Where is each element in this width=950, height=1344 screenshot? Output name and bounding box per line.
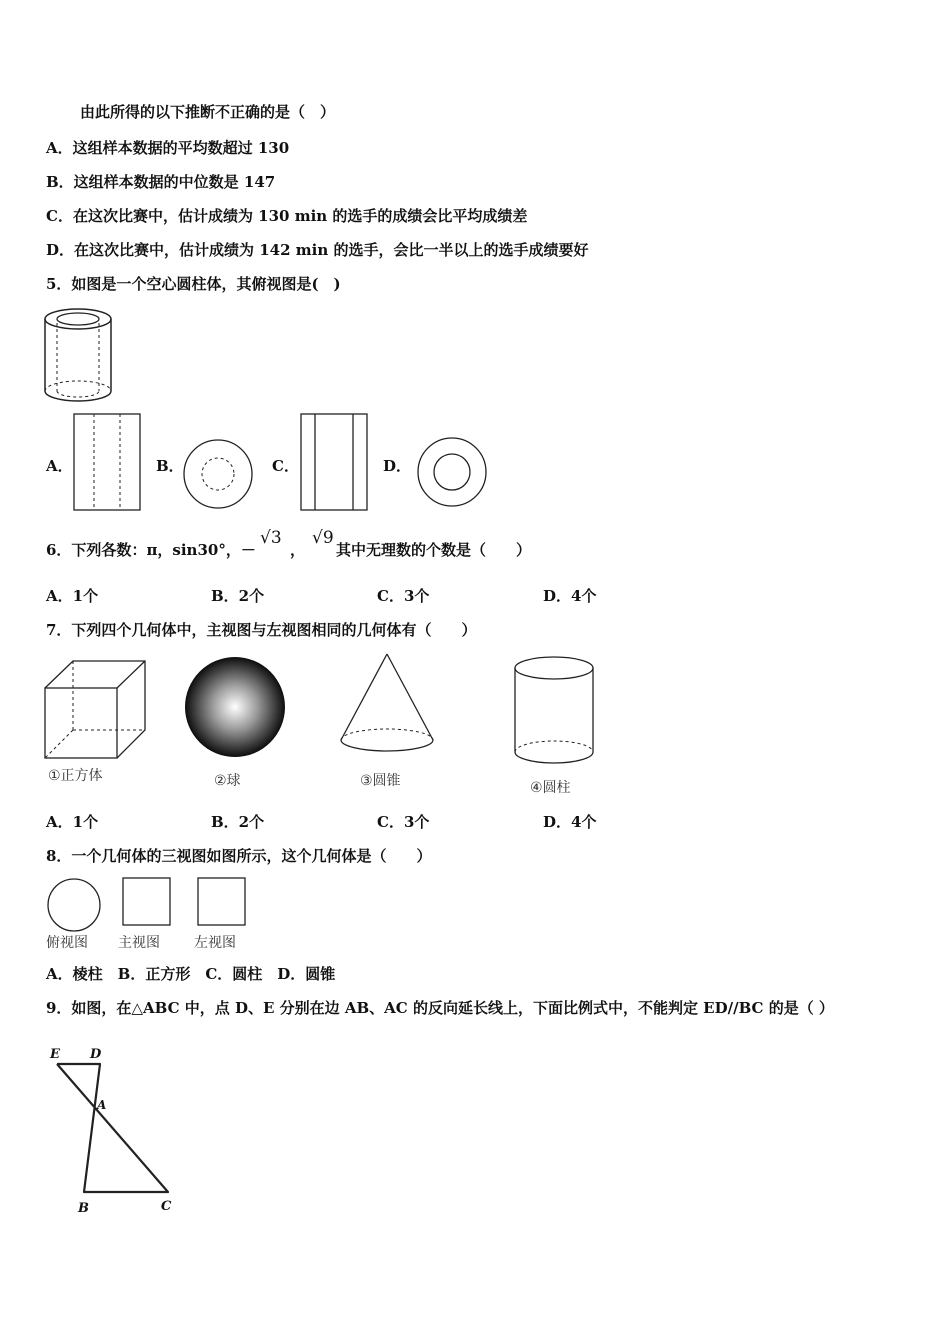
q4-option-c: C．在这次比赛中，估计成绩为 130 min 的选手的成绩会比平均成绩差 (46, 207, 528, 225)
point-a: A (97, 1098, 107, 1112)
q4-option-b: B．这组样本数据的中位数是 147 (46, 173, 276, 191)
q7-option-c: C．3个 (377, 813, 430, 831)
q5-stem: 5．如图是一个空心圆柱体，其俯视图是( ) (46, 275, 341, 293)
cube-caption: ①正方体 (48, 768, 103, 784)
side-view-caption: 左视图 (194, 935, 236, 951)
front-view-square (122, 877, 172, 927)
point-d: D (90, 1047, 102, 1062)
top-view-caption: 俯视图 (46, 935, 88, 951)
q6-option-b: B．2个 (211, 587, 265, 605)
q4-intro: 由此所得的以下推断不正确的是（ ） (80, 103, 336, 121)
sqrt-3: √3 (260, 528, 282, 548)
q7-stem: 7．下列四个几何体中，主视图与左视图相同的几何体有（ ） (46, 621, 477, 639)
q6-stem-prefix: 6．下列各数：π，sin30°，－ (46, 541, 256, 559)
q7-option-b: B．2个 (211, 813, 265, 831)
cube-figure (44, 660, 148, 760)
q4-option-d: D．在这次比赛中，估计成绩为 142 min 的选手，会比一半以上的选手成绩要好 (46, 241, 589, 259)
hollow-cylinder-figure (40, 305, 120, 405)
q8-stem: 8．一个几何体的三视图如图所示，这个几何体是（ ） (46, 847, 432, 865)
q5-option-b-figure (182, 438, 254, 510)
q7-option-a: A．1个 (46, 813, 99, 831)
side-view-square (197, 877, 247, 927)
point-e: E (50, 1047, 60, 1062)
q5-option-a-figure (73, 413, 141, 511)
triangle-diagram (44, 1042, 184, 1217)
sphere-figure (184, 656, 288, 760)
q5-option-c-figure (300, 413, 368, 511)
q6-option-d: D．4个 (543, 587, 597, 605)
q8-options: A．棱柱 B．正方形 C．圆柱 D．圆锥 (46, 965, 336, 983)
q5-label-b: B． (156, 457, 184, 475)
q6-option-c: C．3个 (377, 587, 430, 605)
cone-caption: ③圆锥 (360, 773, 401, 789)
q6-option-a: A．1个 (46, 587, 99, 605)
sphere-caption: ②球 (214, 773, 241, 789)
q9-stem: 9．如图，在△ABC 中，点 D、E 分别在边 AB、AC 的反向延长线上，下面比例式中，不能判定 ED//BC 的是（ ） (46, 999, 834, 1017)
q5-label-d: D． (383, 457, 412, 475)
q5-label-a: A． (46, 457, 73, 475)
q5-option-d-figure (415, 435, 489, 509)
sqrt-9: √9 (312, 528, 334, 548)
cone-figure (338, 652, 438, 762)
top-view-circle (46, 877, 102, 933)
cylinder-caption: ④圆柱 (530, 780, 571, 796)
point-c: C (161, 1199, 172, 1214)
q6-comma: ， (290, 541, 306, 559)
q6-stem-suffix: 其中无理数的个数是（ ） (336, 541, 532, 559)
q7-option-d: D．4个 (543, 813, 597, 831)
cylinder-figure (512, 655, 598, 770)
q5-label-c: C． (272, 457, 299, 475)
point-b: B (78, 1201, 89, 1216)
front-view-caption: 主视图 (118, 935, 160, 951)
q4-option-a: A．这组样本数据的平均数超过 130 (46, 139, 290, 157)
